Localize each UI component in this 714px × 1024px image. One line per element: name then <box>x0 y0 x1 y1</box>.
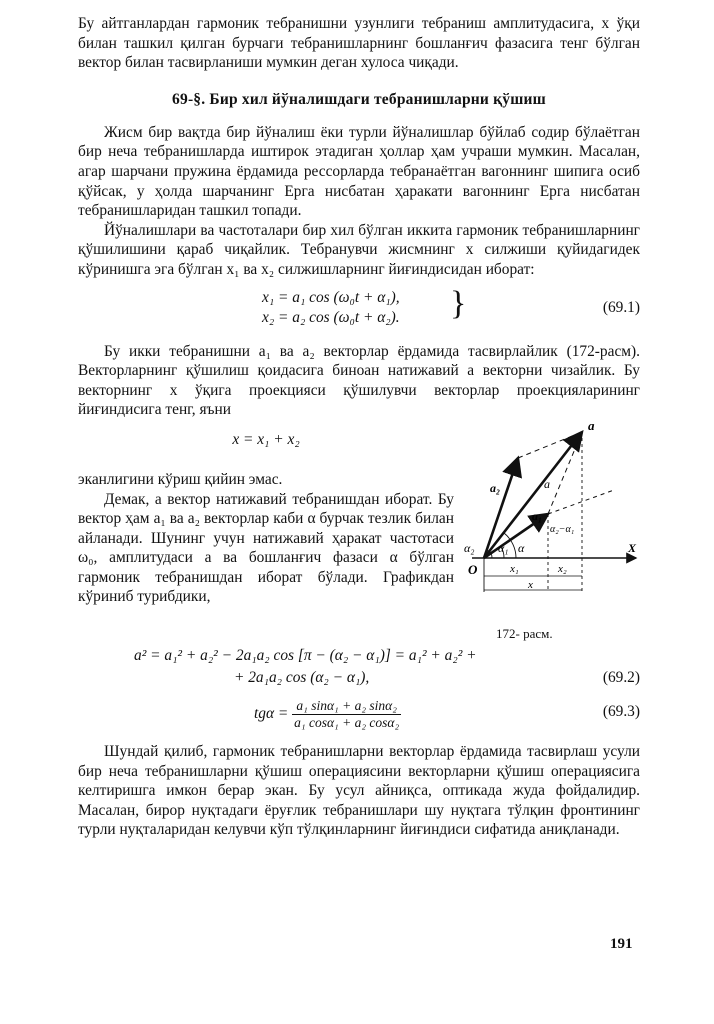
label-a2: a₂ <box>490 480 501 495</box>
paragraph-2: Йўналишлари ва частоталари бир хил бўлган иккита гармоник тебранишларнинг қўшилишини қараб чиқайлик. Тебранувчи жисмнинг x силжиши қуйидагидек кўринишга эга бўлган x₁ ва x₂ силжишларнинг йиғиндисидан иборат: <box>78 221 640 278</box>
vector-diagram <box>464 392 640 628</box>
page <box>78 14 640 840</box>
label-alpha: α <box>518 540 525 555</box>
eq3-numerator: a₁ sinα₁ + a₂ sinα₂ <box>292 698 401 715</box>
equation-sum <box>78 420 454 470</box>
brace: } <box>450 284 467 322</box>
page-number: 191 <box>610 936 633 952</box>
paragraph-3: Бу икки тебранишни a₁ ва a₂ векторлар ёрдамида тасвирлайлик (172-расм). Векторларнинг қўшилиш қоидасига биноан натижавий а векторни чизайлик. Бу векторнинг x ўқига проекцияси қўшилувчи векторлар проекцияларининг йиғиндисига тенг, яъни <box>78 342 640 419</box>
figure-caption: 172- расм. <box>496 625 553 641</box>
vector-a <box>484 432 582 558</box>
label-x1: x₁ <box>510 562 519 575</box>
paragraph-1: Жисм бир вақтда бир йўналиш ёки турли йўналишлар бўйлаб содир бўлаётган бир неча тебранишларда иштирок этадиган ҳоллар ҳам учраши мумкин. Масалан, агар шарчани пружина ёрдамида рессорларда тебранаётган вагоннинг шипига осиб қўйсак, у ҳолда шарчанинг Ерга нисбатан ҳаракати вагоннинг Ерга нисбатан тебранишларидан ташкил топади. <box>78 123 640 220</box>
left-column <box>78 420 454 607</box>
eq2-number: (69.2) <box>602 668 640 686</box>
eq3-denominator: a₁ cosα₁ + a₂ cosα₂ <box>294 714 400 730</box>
paragraph-5: Демак, а вектор натижавий тебранишдан иборат. Бу вектор ҳам a₁ ва a₂ векторлар каби α бурчак тезлик билан айланади. Шунинг учун натижавий ҳаракат частотаси ω₀, амплитудаси a ва бошланғич фазаси α бўлган гармоник тебранишдан иборат бўлади. Графикдан кўриниб турибдики, <box>78 490 454 606</box>
paragraph-4: эканлигини кўриш қийин эмас. <box>78 470 283 488</box>
eq3-expression <box>254 698 401 731</box>
equation-69-1 <box>78 286 640 332</box>
eq1-line2: x₂ = a₂ cos (ω₀t + α₂). <box>262 308 400 326</box>
eq3-fraction <box>292 698 401 731</box>
label-a-mid: a <box>544 476 550 491</box>
intro-paragraph: Бу айтганлардан гармоник тебранишни узунлиги тебраниш амплитудасига, x ўқи билан ташкил қилган бурчаги тебранишларнинг бошланғич фазасига тенг бўлган вектор билан тасвирланиши мумкин деган хулоса чиқади. <box>78 15 640 72</box>
label-x2: x₂ <box>558 562 567 575</box>
paragraph-6: Шундай қилиб, гармоник тебранишларни векторлар ёрдамида тасвирлаш усули бир неча тебранишларни қўшиш операциясини векторларни қўшиш операциясига келтиришга имкон берар экан. Бу усул айниқса, оптикада жуда фойдалидир. Масалан, бирор нуқтадаги ёруғлик тебранишлари шу нуқтага тўлқин фронтининг турли нуқталаридан келувчи кўп тўлқинларнинг йиғиндиси сифатида аниқланади. <box>78 742 640 839</box>
equation-69-2 <box>78 644 640 690</box>
figure-block <box>78 417 640 644</box>
dashed-extension <box>548 490 614 514</box>
label-a1: a₁ <box>532 508 543 523</box>
label-a: a <box>588 417 595 433</box>
eq3-lhs: tgα = <box>254 704 289 722</box>
eq1-line1: x₁ = a₁ cos (ω₀t + α₁), <box>262 288 400 306</box>
eq-sum: x = x₁ + x₂ <box>232 430 300 448</box>
eq1-number: (69.1) <box>602 298 640 316</box>
label-alpha2: α₂ <box>464 540 475 555</box>
dashed-right <box>548 432 582 514</box>
label-alpha2-minus-alpha1: α₂−α₁ <box>550 523 575 535</box>
eq3-number: (69.3) <box>602 702 640 720</box>
eq2-line2: + 2a₁a₂ cos (α₂ − α₁), <box>234 668 370 686</box>
label-x: x <box>528 578 533 591</box>
section-heading: 69-§. Бир хил йўналишдаги тебранишларни қўшиш <box>172 90 546 108</box>
label-origin: O <box>468 561 478 577</box>
equation-69-3 <box>78 690 640 734</box>
label-x-axis: X <box>628 540 637 555</box>
label-alpha1: α₁ <box>498 540 509 555</box>
eq2-line1: a² = a₁² + a₂² − 2a₁a₂ cos [π − (α₂ − α₁)] = a₁² + a₂² + <box>134 646 477 664</box>
